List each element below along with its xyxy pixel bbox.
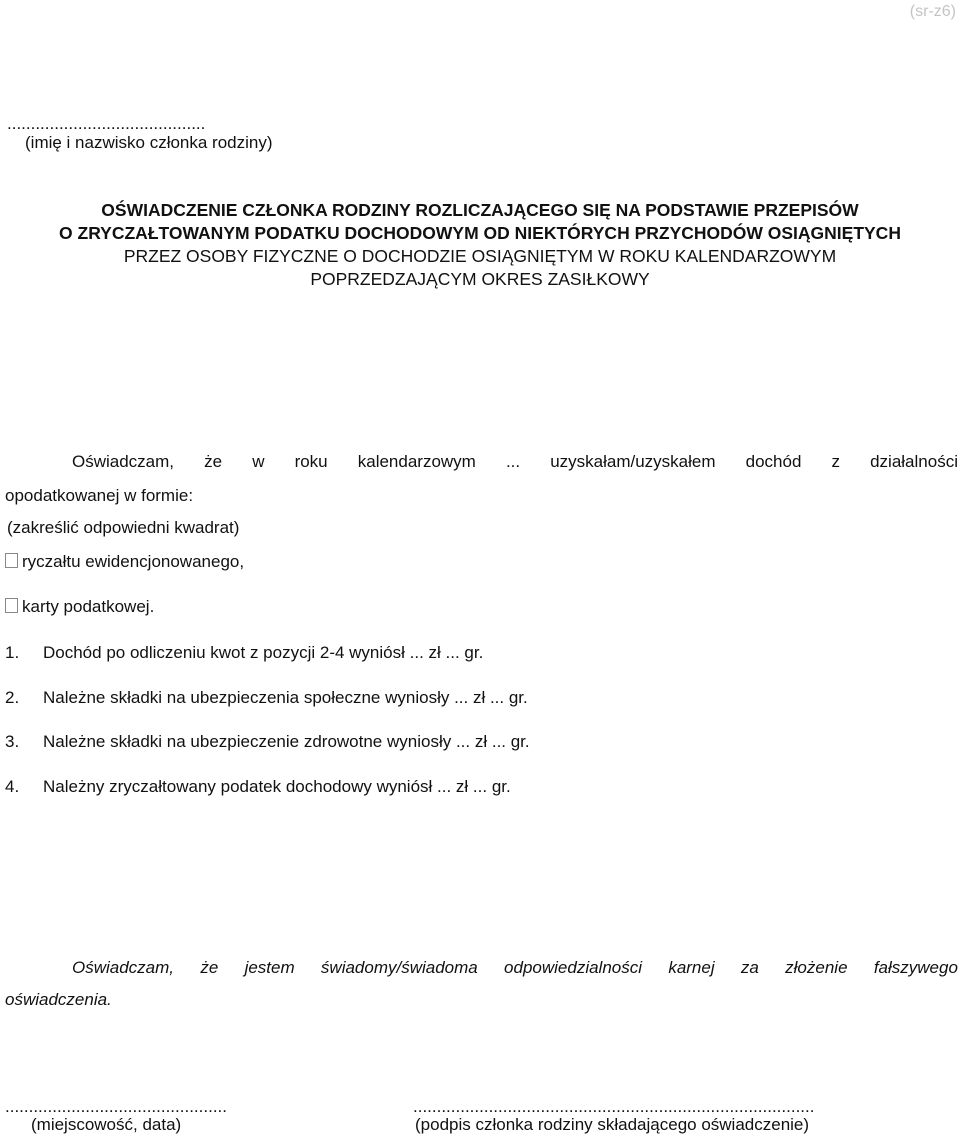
title-line-4: POPRZEDZAJĄCYM OKRES ZASIŁKOWY <box>310 269 650 289</box>
checkbox-karta[interactable] <box>5 598 18 613</box>
list-item: 3. Należne składki na ubezpieczenie zdrowotne wyniosły ... zł ... gr. <box>5 732 530 751</box>
option-karta-label: karty podatkowej. <box>22 597 155 616</box>
list-item: 4. Należny zryczałtowany podatek dochodowy wyniósł ... zł ... gr. <box>5 777 511 796</box>
signature-caption: (podpis członka rodziny składającego oświadczenie) <box>415 1115 810 1134</box>
checkbox-ryczalt[interactable] <box>5 553 18 568</box>
option-karta[interactable] <box>5 597 154 617</box>
declaration-line: Oświadczam, że jestem świadomy/świadoma odpowiedzialności karnej za złożenie fałszywego <box>72 958 958 977</box>
name-caption: (imię i nazwisko członka rodziny) <box>25 133 273 152</box>
name-dots: .......................................... <box>7 114 206 133</box>
statement-line: Oświadczam, że w roku kalendarzowym ... uzyskałam/uzyskałem dochód z działalności <box>72 452 958 471</box>
place-date-caption: (miejscowość, data) <box>31 1115 182 1134</box>
statement-line-2: opodatkowanej w formie: <box>5 486 194 505</box>
form-code: (sr-z6) <box>909 3 956 20</box>
option-ryczalt[interactable] <box>5 552 244 572</box>
option-ryczalt-label: ryczałtu ewidencjonowanego, <box>22 552 245 571</box>
title-line-2: O ZRYCZAŁTOWANYM PODATKU DOCHODOWYM OD NIEKTÓRYCH PRZYCHODÓW OSIĄGNIĘTYCH <box>59 223 901 243</box>
list-item: 2. Należne składki na ubezpieczenia społeczne wyniosły ... zł ... gr. <box>5 688 528 707</box>
signature-dots: ..................................................................................... <box>413 1097 815 1116</box>
declaration-line-2: oświadczenia. <box>5 990 112 1009</box>
title-line-1: OŚWIADCZENIE CZŁONKA RODZINY ROZLICZAJĄCEGO SIĘ NA PODSTAWIE PRZEPISÓW <box>101 200 859 220</box>
list-item: 1. Dochód po odliczeniu kwot z pozycji 2-4 wyniósł ... zł ... gr. <box>5 643 484 662</box>
place-date-dots: ............................................... <box>5 1097 227 1116</box>
instruction-text: (zakreślić odpowiedni kwadrat) <box>7 518 240 537</box>
title-line-3: PRZEZ OSOBY FIZYCZNE O DOCHODZIE OSIĄGNIĘTYM W ROKU KALENDARZOWYM <box>123 246 837 266</box>
